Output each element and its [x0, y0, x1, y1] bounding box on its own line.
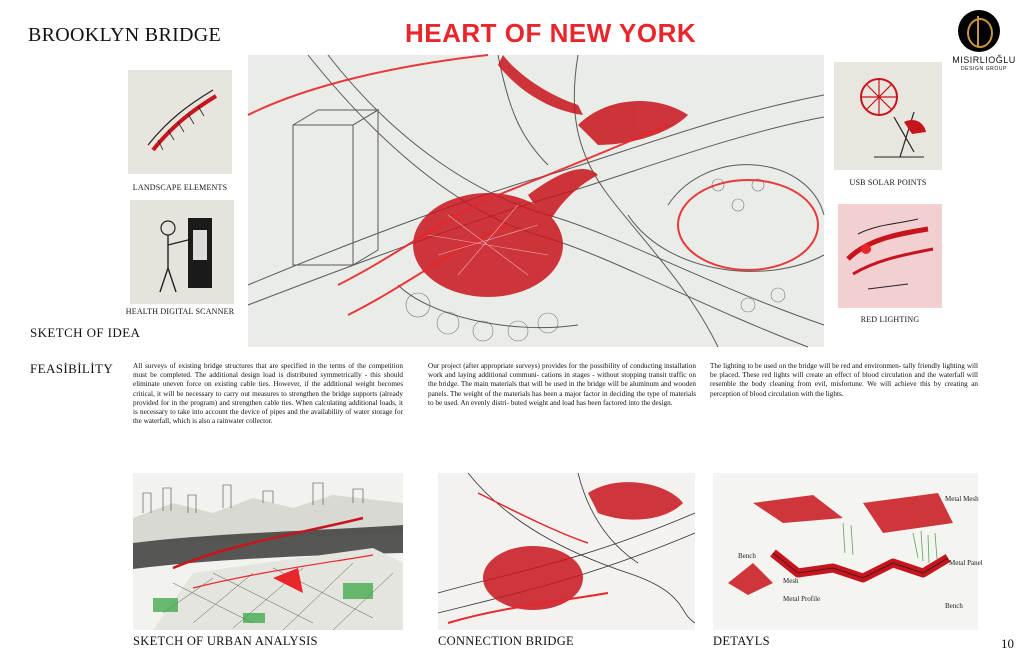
note-metal-profile: Metal Profile: [783, 595, 821, 603]
paragraph-lighting: The lighting to be used on the bridge will be red and environmen- tally friendly lighting will be placed. These red lights will create an effect of blood circulation and the waterfall will resemble the body cleaning from evil, misfortune. We will achieve this by creating an perception of blood circulation with the lights.: [710, 362, 978, 398]
usb-solar-points-label: USB SOLAR POINTS: [849, 178, 927, 187]
connection-bridge-sketch-image: [438, 473, 695, 630]
landscape-elements-label: LANDSCAPE ELEMENTS: [132, 183, 228, 192]
main-sketch-image: [248, 55, 824, 347]
usb-solar-points-image: [834, 62, 942, 170]
note-bench-2: Bench: [945, 602, 963, 610]
logo-mark-icon: [958, 10, 1000, 52]
logo-subtitle: DESIGN GROUP: [960, 66, 1008, 72]
note-metal-panel: Metal Panel: [949, 559, 983, 567]
connection-bridge-caption: CONNECTION BRIDGE: [438, 634, 574, 648]
logo: [950, 10, 1020, 80]
red-lighting-label: RED LIGHTING: [860, 315, 920, 324]
details-caption: DETAYLS: [713, 634, 770, 648]
logo-name: MISIRLIOĞLU: [952, 55, 1016, 65]
brooklyn-bridge-title: BROOKLYN BRIDGE: [28, 24, 222, 46]
main-title: HEART OF NEW YORK: [405, 18, 697, 48]
landscape-elements-image: [128, 70, 232, 174]
paragraph-surveys: All surveys of existing bridge structures that are specified in the terms of the competition must be completed. The additional design load is distributed symmetrically - this should eliminate uneven force on existing cable ties. However, if the additional weight becomes critical, it will be necessary to carry out measures to strengthen the bridge supports (already provided for in the program) and strengthen cable ties. When calculating additional loads, it is necessary to take into account the device of pipes and the availability of water storage for the waterfall, which is also a rainwater collector.: [133, 362, 403, 426]
urban-analysis-sketch-image: [133, 473, 403, 630]
page-number: 10: [1001, 636, 1014, 651]
health-digital-scanner-image: [130, 200, 234, 304]
note-metal-mesh: Metal Mesh: [945, 495, 979, 503]
details-sketch-image: [713, 473, 983, 630]
health-digital-scanner-label: HEALTH DIGITAL SCANNER: [125, 307, 235, 316]
sketch-of-idea-heading: SKETCH OF IDEA: [30, 325, 141, 340]
paragraph-project: Our project (after appropriate surveys) provides for the possibility of conducting installation work and laying additional communi- cations in stages - without stopping transit traffic on the bridge. The main materials that will be used in the bridge will be aluminum and wooden panels. The weight of the materials has been a major factor in deciding the type of materials to be used. An evenly distri- buted weight and load has been factored into the design.: [428, 362, 696, 407]
note-bench: Bench: [738, 552, 756, 560]
urban-analysis-caption: SKETCH OF URBAN ANALYSIS: [133, 634, 318, 648]
note-mesh: Mesh: [783, 577, 799, 585]
feasibility-heading: FEASİBİLİTY: [30, 361, 114, 376]
red-lighting-image: [838, 204, 942, 308]
